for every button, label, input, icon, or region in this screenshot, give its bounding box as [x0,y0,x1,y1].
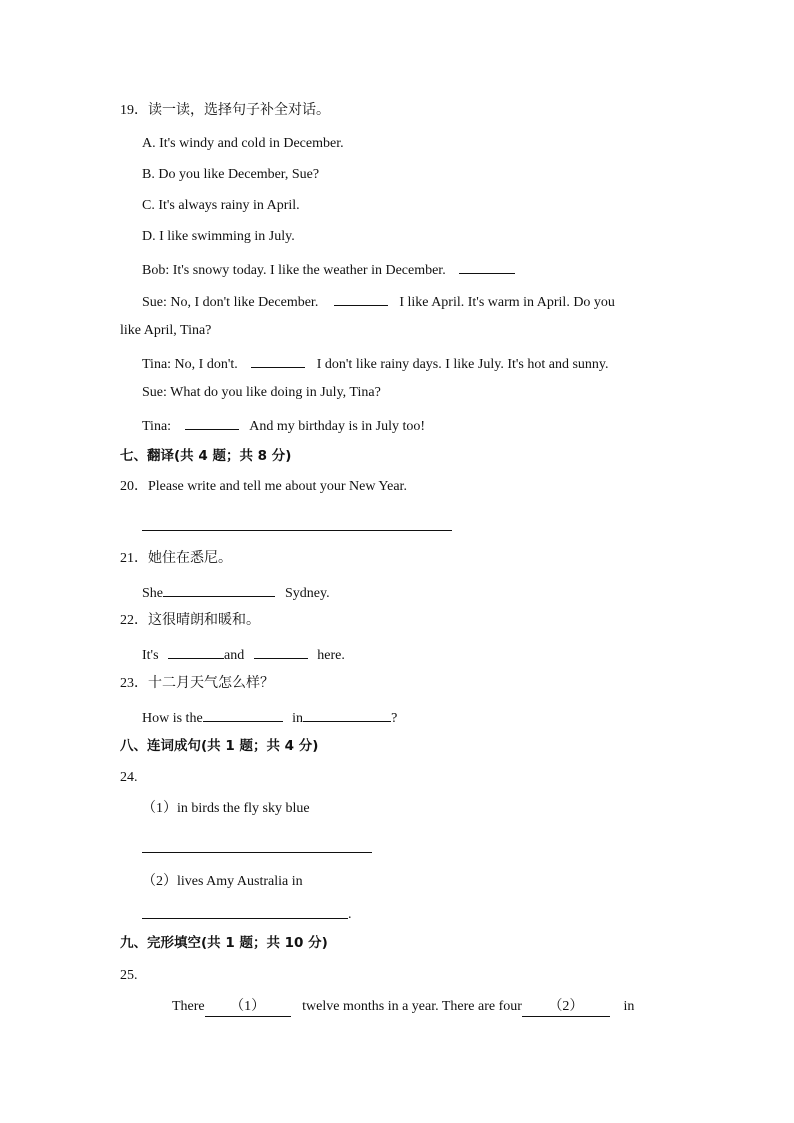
q24-end-period: . [348,907,352,922]
dialog-sue-1c: like April, Tina? [120,323,212,338]
q24-part-2-answer-line[interactable] [142,918,348,919]
dialog-bob [142,259,515,280]
dialog-sue-1a: Sue: No, I don't like December. [142,295,319,310]
dialog-sue-2: Sue: What do you like doing in July, Tina? [142,385,381,400]
dialog-bob-text: Bob: It's snowy today. I like the weather in December. [142,263,446,278]
q25-sentence [172,998,634,1017]
q22-title: 22．这很晴朗和暖和。 [120,613,260,628]
dialog-tina-2a: Tina: [142,419,172,434]
q25-blank-2[interactable]: （2） [522,998,610,1017]
q19-title: 19．读一读，选择句子补全对话。 [120,103,330,118]
q21-sentence [142,582,330,603]
q25-number: 25. [120,968,138,983]
q19-option-c: C. It's always rainy in April. [142,198,300,213]
dialog-tina-1a: Tina: No, I don't. [142,357,238,372]
q24-number: 24. [120,770,138,785]
q22-blank-1[interactable] [168,644,224,659]
q24-part-1: （1）in birds the fly sky blue [142,801,310,816]
q23-post: ? [391,711,398,726]
q23-sentence [142,707,397,728]
q22-post: here. [317,648,345,663]
q19-option-b: B. Do you like December, Sue? [142,167,320,182]
dialog-sue-1b: I like April. It's warm in April. Do you [399,295,615,310]
q25-blank-1[interactable]: （1） [205,998,291,1017]
q23-title: 23．十二月天气怎么样？ [120,676,274,691]
q23-mid: in [292,711,304,726]
dialog-sue-1 [142,291,615,312]
blank-3[interactable] [251,353,305,368]
dialog-tina-1 [142,353,609,374]
q23-blank-2[interactable] [303,707,391,722]
q24-part-2: （2）lives Amy Australia in [142,874,303,889]
q21-post: Sydney. [285,586,330,601]
q22-blank-2[interactable] [254,644,308,659]
q21-blank[interactable] [163,582,275,597]
q25-mid: twelve months in a year. There are four [302,999,522,1014]
dialog-tina-2 [142,415,425,436]
blank-1[interactable] [459,259,515,274]
q19-option-d: D. I like swimming in July. [142,229,295,244]
section-8-heading: 八、连词成句(共 1 题；共 4 分) [120,738,319,754]
q25-pre: There [172,999,205,1014]
q23-blank-1[interactable] [203,707,283,722]
q22-sentence [142,644,345,665]
q23-pre: How is the [142,711,203,726]
q20-answer-line[interactable] [142,530,452,531]
blank-2[interactable] [334,291,388,306]
q20-text: 20．Please write and tell me about your New Year. [120,479,407,494]
blank-4[interactable] [185,415,239,430]
q21-pre: She [142,586,163,601]
section-7-heading: 七、翻译(共 4 题；共 8 分) [120,448,292,464]
q21-title: 21．她住在悉尼。 [120,551,232,566]
q24-part-1-answer-line[interactable] [142,852,372,853]
dialog-tina-2b: And my birthday is in July too! [249,419,426,434]
q22-pre: It's [142,648,159,663]
q19-option-a: A. It's windy and cold in December. [142,136,344,151]
section-9-heading: 九、完形填空(共 1 题；共 10 分) [120,935,328,951]
dialog-tina-1b: I don't like rainy days. I like July. It's hot and sunny. [316,357,609,372]
q22-mid: and [224,648,245,663]
q25-post: in [623,999,635,1014]
